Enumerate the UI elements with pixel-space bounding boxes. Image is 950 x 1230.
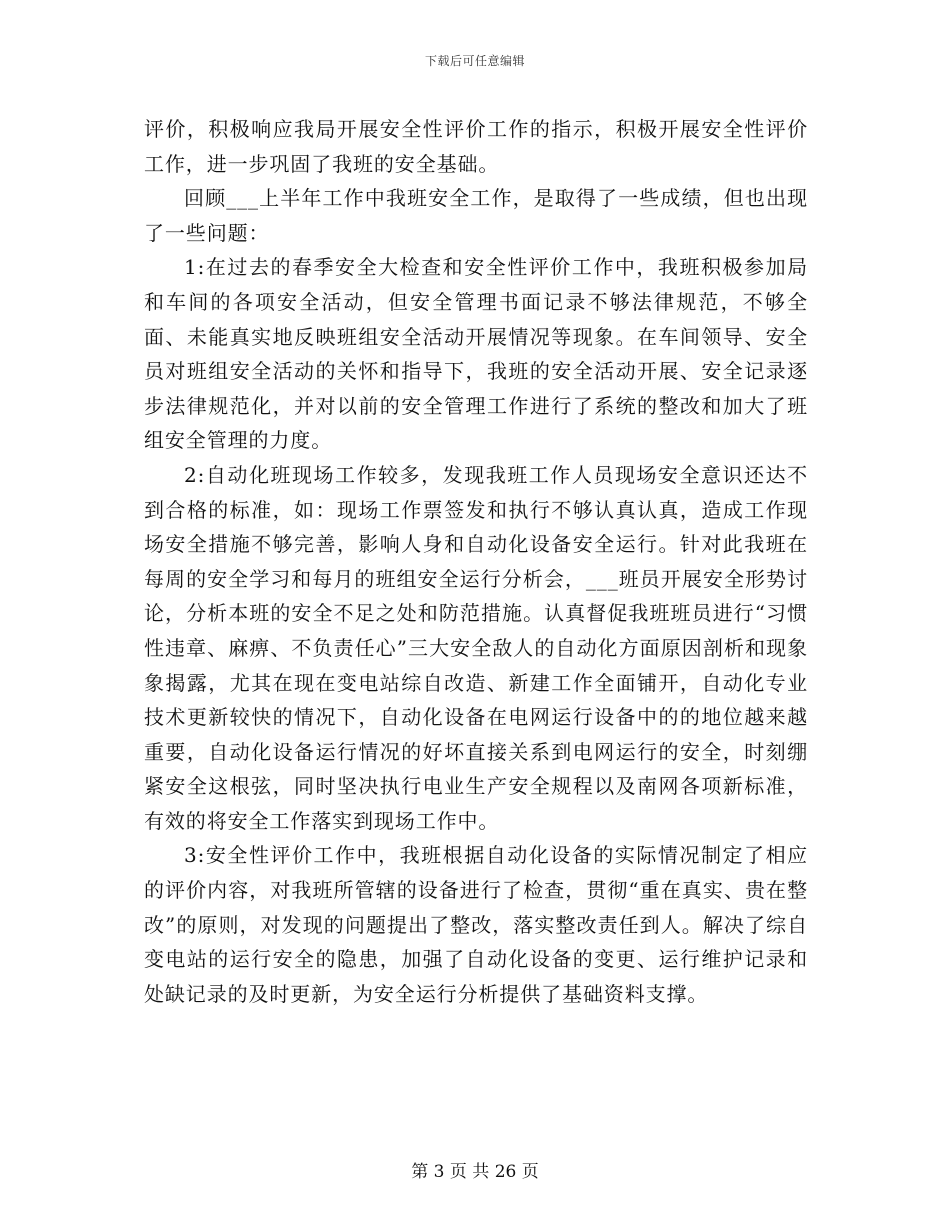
paragraph-continuation: 评价，积极响应我局开展安全性评价工作的指示，积极开展安全性评价工作，进一步巩固了我班的安全基础。	[144, 117, 808, 176]
paragraph-review-intro: 回顾___上半年工作中我班安全工作，是取得了一些成绩，但也出现了一些问题：	[144, 186, 808, 245]
page-header-note: 下载后可任意编辑	[424, 54, 525, 68]
page-number: 第 3 页 共 26 页	[411, 1162, 539, 1182]
paragraph-item-2: 2:自动化班现场工作较多，发现我班工作人员现场安全意识还达不到合格的标准，如：现场工作票签发和执行不够认真认真，造成工作现场安全措施不够完善，影响人身和自动化设备安全运行。针对此我班在每周的安全学习和每月的班组安全运行分析会，___班员开展安全形势讨论，分析本班的安全不足之处和防范措施。认真督促我班班员进行“习惯性违章、麻痹、不负责任心”三大安全敌人的自动化方面原因剖析和现象象揭露，尤其在现在变电站综自改造、新建工作全面铺开，自动化专业技术更新较快的情况下，自动化设备在电网运行设备中的的地位越来越重要，自动化设备运行情况的好坏直接关系到电网运行的安全，时刻绷紧安全这根弦，同时坚决执行电业生产安全规程以及南网各项新标准，有效的将安全工作落实到现场工作中。	[144, 462, 808, 833]
paragraph-item-1: 1:在过去的春季安全大检查和安全性评价工作中，我班积极参加局和车间的各项安全活动，但安全管理书面记录不够法律规范，不够全面、未能真实地反映班组安全活动开展情况等现象。在车间领导、安全员对班组安全活动的关怀和指导下，我班的安全活动开展、安全记录逐步法律规范化，并对以前的安全管理工作进行了系统的整改和加大了班组安全管理的力度。	[144, 255, 808, 453]
document-body	[144, 112, 808, 1011]
paragraph-item-3: 3:安全性评价工作中，我班根据自动化设备的实际情况制定了相应的评价内容，对我班所管辖的设备进行了检查，贯彻“重在真实、贵在整改”的原则，对发现的问题提出了整改，落实整改责任到人。解决了综自变电站的运行安全的隐患，加强了自动化设备的变更、运行维护记录和处缺记录的及时更新，为安全运行分析提供了基础资料支撑。	[144, 843, 808, 1006]
